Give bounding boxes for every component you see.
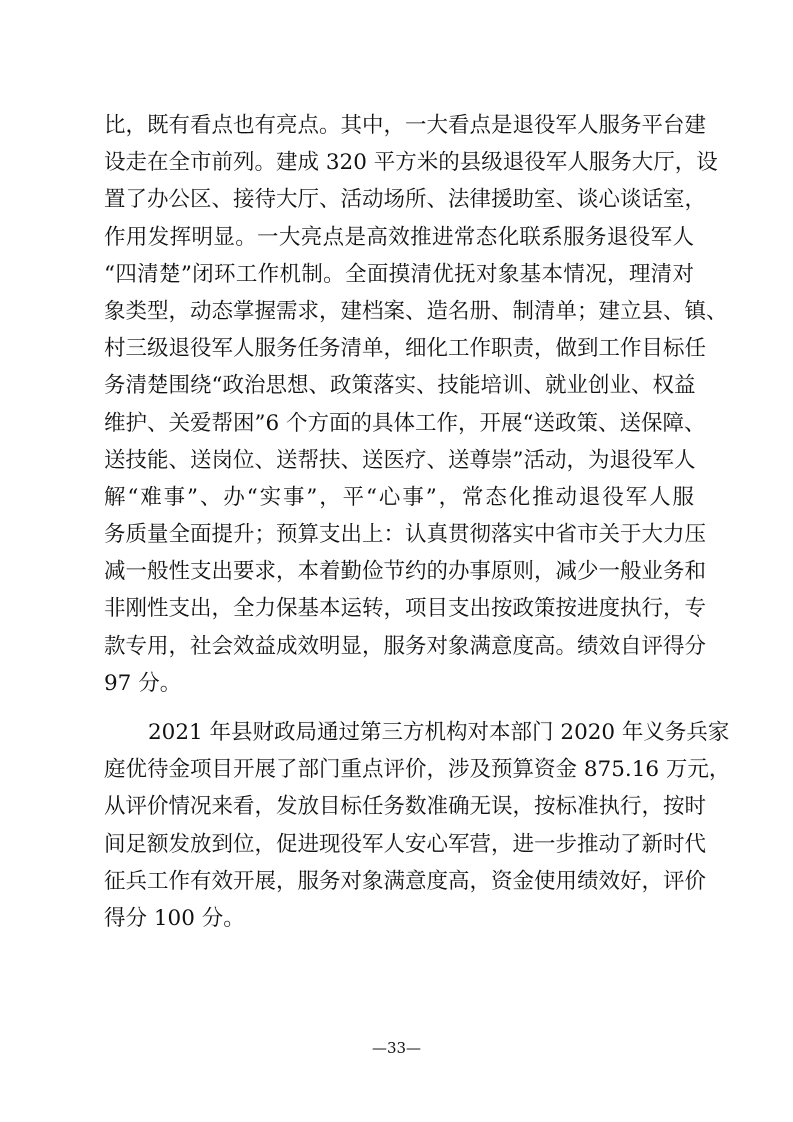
- text-line: 得分 100 分。: [104, 905, 245, 931]
- text-line: 村三级退役军人服务任务清单，细化工作职责，做到工作目标任: [104, 336, 707, 362]
- text-line: 维护、关爱帮困”6 个方面的具体工作，开展“送政策、送保障、: [104, 410, 706, 436]
- text-line: 征兵工作有效开展，服务对象满意度高，资金使用绩效好，评价: [104, 868, 707, 894]
- text-line: 作用发挥明显。一大亮点是高效推进常态化联系服务退役军人: [104, 224, 694, 250]
- text-line: 庭优待金项目开展了部门重点评价，涉及预算资金 875.16 万元，: [104, 757, 731, 783]
- body-text: [104, 107, 731, 937]
- text-line: 间足额发放到位，促进现役军人安心军营，进一步推动了新时代: [104, 831, 707, 857]
- paragraph-gap: [104, 702, 694, 714]
- text-line: 送技能、送岗位、送帮扶、送医疗、送尊崇”活动，为退役军人: [104, 447, 696, 473]
- text-line: 97 分。: [104, 670, 182, 696]
- text-line: 从评价情况来看，发放目标任务数准确无误，按标准执行，按时: [104, 794, 707, 820]
- text-line: 务质量全面提升；预算支出上：认真贯彻落实中省市关于大力压: [104, 522, 707, 548]
- page-number: —33—: [371, 1039, 422, 1057]
- text-line: 2021 年县财政局通过第三方机构对本部门 2020 年义务兵家: [148, 720, 730, 745]
- text-line: 置了办公区、接待大厅、活动场所、法律援助室、谈心谈话室，: [104, 187, 707, 213]
- paragraph-2: [104, 714, 731, 937]
- text-line: 务清楚围绕“政治思想、政策落实、技能培训、就业创业、权益: [104, 373, 696, 399]
- text-line: “四清楚”闭环工作机制。全面摸清优抚对象基本情况，理清对: [104, 261, 694, 287]
- paragraph-1: [104, 107, 728, 702]
- text-line: 比，既有看点也有亮点。其中，一大看点是退役军人服务平台建: [104, 113, 707, 138]
- text-line: 非刚性支出，全力保基本运转，项目支出按政策按进度执行，专: [104, 596, 707, 622]
- text-line: 解“难事”、办“实事”，平“心事”，常态化推动退役军人服: [104, 484, 694, 510]
- text-line: 减一般性支出要求，本着勤俭节约的办事原则，减少一般业务和: [104, 559, 707, 585]
- text-line: 设走在全市前列。建成 320 平方米的县级退役军人服务大厅，设: [104, 150, 718, 176]
- text-line: 象类型，动态掌握需求，建档案、造名册、制清单；建立县、镇、: [104, 298, 728, 324]
- text-line: 款专用，社会效益成效明显，服务对象满意度高。绩效自评得分: [104, 633, 707, 659]
